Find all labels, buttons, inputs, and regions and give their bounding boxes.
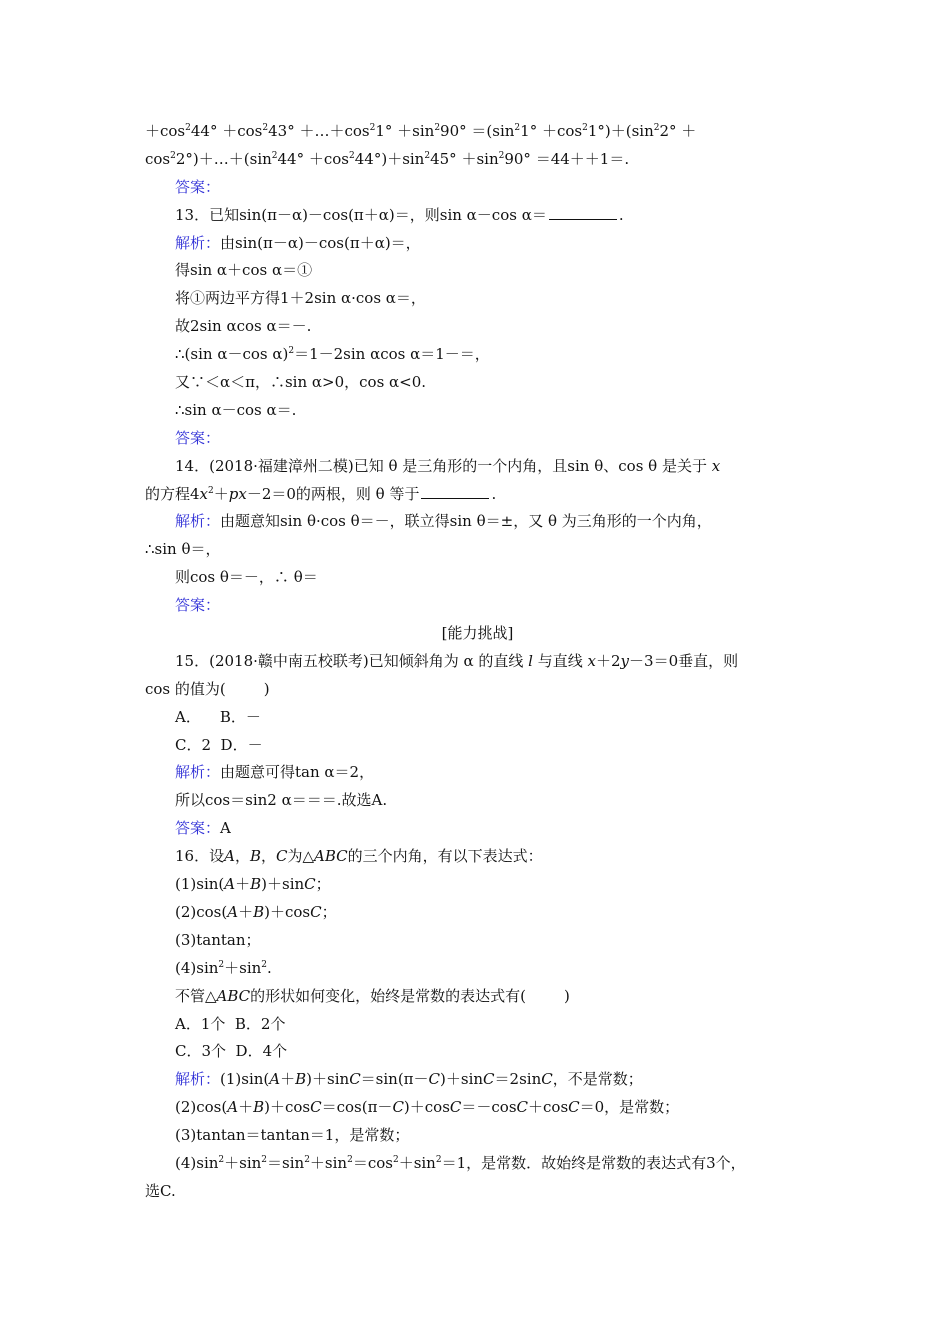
section-label: 答案： [175, 428, 221, 447]
section-label: 解析： [175, 1070, 221, 1089]
line-text: 不管△ABC的形状如何变化，始终是常数的表达式有( ) [175, 986, 570, 1005]
line-text: (3)tantan＝tantan＝1，是常数； [175, 1126, 410, 1145]
text-line [145, 704, 810, 732]
text-line [145, 815, 810, 843]
text-line [145, 983, 810, 1011]
line-text: $+\cos^244^\circ +\cos^243^\circ$ $+\dots+\cos^21^\circ +\sin^290^\circ =(\sin^21^\circ +\cos^21^\circ)+(\sin^22^\circ$ ＋ [145, 122, 697, 140]
text-line [145, 285, 810, 313]
line-text: ∴(sin α－cos α)$^2$＝1－2sin αcos α＝1－＝， [175, 345, 490, 364]
line-text: 则cos θ＝－，∴ θ＝ [175, 568, 318, 587]
text-line [145, 1150, 810, 1178]
section-label: 答案： [175, 596, 221, 615]
line-text: cos 的值为( ) [145, 679, 270, 698]
section-label: 解析： [175, 512, 221, 531]
text-line [145, 1038, 810, 1066]
text-line [145, 146, 810, 174]
line-text: (3)tantan； [175, 930, 261, 949]
line-text: A [220, 819, 231, 838]
line-text: 的方程$4x^2+px-2=0$的两根，则 θ 等于 . [145, 484, 497, 503]
text-line [145, 759, 810, 787]
section-label: 解析： [175, 233, 221, 252]
text-line [145, 481, 810, 509]
line-text: 又∵＜α＜π，∴sin α>0，cos α<0. [175, 373, 427, 392]
line-text: $(4)\sin^2+\sin^2$. [175, 958, 272, 977]
text-line [145, 1066, 810, 1094]
line-text: 13．已知sin(π－α)－cos(π＋α)＝，则sin α－cos α＝ . [175, 205, 624, 224]
line-text: 所以cos＝sin2 α＝＝＝.故选A. [175, 791, 388, 810]
text-line [145, 648, 810, 676]
text-line [145, 1094, 810, 1122]
line-text: [能力挑战] [441, 624, 514, 643]
line-text: 故2sin αcos α＝－. [175, 317, 312, 336]
line-text: A． B．－ [175, 707, 261, 726]
line-text: ∴sin α－cos α＝. [175, 400, 297, 419]
text-line [145, 174, 810, 202]
text-line [145, 202, 810, 230]
line-text: 由sin(π－α)－cos(π＋α)＝， [220, 233, 421, 252]
line-text: (1)sin(A＋B)＋sinC＝sin(π－C)＋sinC＝2sinC，不是常数； [220, 1070, 643, 1089]
text-line [145, 871, 810, 899]
line-text: A．1个 B．2个 [175, 1014, 286, 1033]
text-line [145, 397, 810, 425]
text-line [145, 843, 810, 871]
text-line [145, 341, 810, 369]
text-line [145, 369, 810, 397]
text-line [145, 313, 810, 341]
section-label: 答案： [175, 177, 221, 196]
line-text: ∴sin θ＝， [145, 540, 221, 559]
line-text: 得sin α＋cos α＝① [175, 261, 313, 280]
line-text: 16．设A，B，C为△ABC的三个内角，有以下表达式： [175, 847, 543, 866]
line-text: (1)sin(A＋B)＋sinC； [175, 875, 331, 894]
text-line [145, 899, 810, 927]
text-line [145, 425, 810, 453]
text-line [145, 508, 810, 536]
text-line [145, 536, 810, 564]
text-line [145, 955, 810, 983]
line-text: (2)cos(A＋B)＋cosC； [175, 902, 337, 921]
text-line [145, 564, 810, 592]
line-text: C．2 D．－ [175, 735, 263, 754]
text-line [145, 1178, 810, 1206]
line-text: 15．(2018·赣中南五校联考)已知倾斜角为 α 的直线 l 与直线 x＋2y－3＝0垂直，则 [175, 651, 739, 670]
line-text: 由题意知sin θ·cos θ＝－，联立得sin θ＝±，又 θ 为三角形的一个内角， [220, 512, 712, 531]
text-line [145, 1122, 810, 1150]
line-text: (2)cos(A＋B)＋cosC＝cos(π－C)＋cosC＝－cosC＋cosC＝0，是常数； [175, 1098, 680, 1117]
document-page [145, 118, 810, 1206]
section-label: 解析： [175, 763, 221, 782]
line-text: 将①两边平方得1＋2sin α·cos α＝， [175, 289, 426, 308]
text-line [145, 257, 810, 285]
line-text: $(4)\sin^2+\sin^2=\sin^2+\sin^2=\cos^2+\sin^2=1$，是常数．故始终是常数的表达式有3个， [175, 1153, 746, 1172]
line-text: 选C. [145, 1181, 176, 1200]
text-line [145, 787, 810, 815]
text-line [145, 230, 810, 258]
section-label: 答案： [175, 819, 221, 838]
text-line [145, 1011, 810, 1039]
text-line [145, 676, 810, 704]
line-text: $\cos^22^\circ)+\dots+(\sin^244^\circ +\cos^244^\circ)+\sin^245^\circ +\sin^290^\circ =44++1=$. [145, 149, 630, 168]
text-line [145, 592, 810, 620]
text-line [145, 453, 810, 481]
line-text: 由题意可得tan α＝2， [220, 763, 375, 782]
text-line [145, 620, 810, 648]
line-text: 14．(2018·福建漳州二模)已知 θ 是三角形的一个内角，且sin θ、cos θ 是关于 x [175, 456, 721, 475]
line-text: C．3个 D．4个 [175, 1042, 288, 1061]
text-line [145, 732, 810, 760]
text-line [145, 927, 810, 955]
text-line [145, 118, 810, 146]
